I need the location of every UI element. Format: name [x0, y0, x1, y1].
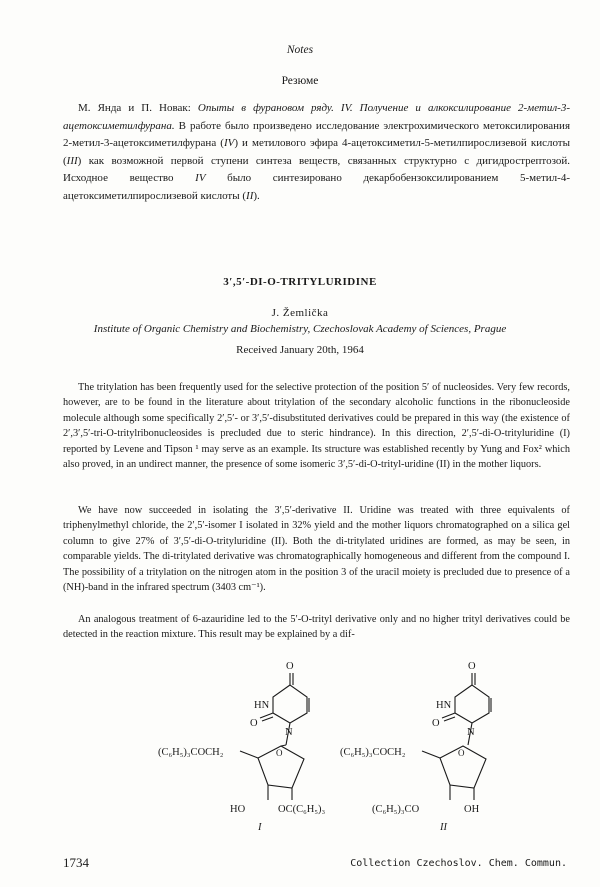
s2-right-group: OH: [464, 804, 480, 815]
resume-heading: Резюме: [281, 75, 319, 87]
body-paragraph-1: The tritylation has been frequently used for the selective protection of the position 5′ of nucleosides. Very few records, however, are to be found in the literature about tritylation of the secondary alcoholic functions in the ribonucleoside molecule although some specifically 2′,5′- or 3′,5′-disubstituted derivatives could be prepared in this way (the existence of 2′,3′,5′-tri-O-tritylribonucleosides is precluded due to steric hindrance). In this direction, 2′,5′-di-O-trityluridine (I) reported by Levene and Tipson ¹ may serve as an example. Its structure was established recently by Yung and Fox² which also proved, in an undirect manner, the presence of some isomeric 3′,5′-di-O-trityl-uridine (II) in the mother liquors.: [63, 382, 570, 471]
s1-top-group: (C₆H₅)₃COCH₂: [158, 747, 224, 758]
page-number: 1734: [63, 855, 89, 870]
s1-ring-o: O: [276, 748, 283, 758]
running-header: Notes: [286, 44, 314, 56]
resume-authors: М. Янда и П. Новак:: [78, 102, 191, 114]
s1-n: N: [285, 727, 293, 738]
s1-hn: HN: [254, 700, 270, 711]
s2-side-o: O: [432, 718, 440, 729]
body-paragraph-3: An analogous treatment of 6-azauridine led to the 5′-O-trityl derivative only and no higher trityl derivatives could be detected in the reaction mixture. This result may be explained by a dif-: [63, 614, 570, 641]
journal-name: Collection Czechoslov. Chem. Commun.: [350, 858, 567, 869]
paper-affiliation: Institute of Organic Chemistry and Biochemistry, Czechoslovak Academy of Sciences, Prague: [93, 323, 507, 335]
structure-1: [240, 673, 309, 800]
structural-formulas: [150, 655, 570, 835]
received-date: Received January 20th, 1964: [236, 344, 364, 356]
s1-right-group: OC(C₆H₅)₃: [278, 804, 326, 815]
s2-ring-o: O: [458, 748, 465, 758]
s2-n: N: [467, 727, 475, 738]
resume-abstract: М. Янда и П. Новак: Опыты в фурановом ряду. IV. Получение и алкоксилирование 2-метил-3-ацетоксиметилфурана. В работе было произведено исследование электрохимического метоксилирования 2-метил-3-ацетоксиметилфурана (IV) и метилового эфира 4-ацетоксиметил-5-метилпирослизевой кислоты (III) как возможной первой ступени синтеза веществ, связанных структурно с дигидрострептозой. Исходное вещество IV было синтезировано декарбобензоксилированием 5-метил-4-ацетоксиметилпирослизевой кислоты (II).: [63, 102, 571, 202]
s2-hn: HN: [436, 700, 452, 711]
body-paragraph-2: We have now succeeded in isolating the 3′,5′-derivative II. Uridine was treated with three equivalents of triphenylmethyl chloride, the 2′,5′-isomer I isolated in 32% yield and the mother liquors chromatographed on a silica gel column to give 27% of 3′,5′-di-O-trityluridine (II). Both the di-tritylated uridines are formed, as may be seen, in comparable yields. The di-tritylated derivative was chromatographically homogeneous and different from the compound I. The possibility of a tritylation on the nitrogen atom in the position 3 of the uracil moiety is precluded due to presence of a (NH)-band in the infrared spectrum (3403 cm⁻¹).: [63, 505, 570, 594]
s2-carbonyl-o: O: [468, 661, 476, 672]
paper-title: 3′,5′-DI-O-TRITYLURIDINE: [223, 276, 377, 288]
paper-author: J. Žemlička: [271, 307, 329, 319]
s2-left-group: (C₆H₅)₃CO: [372, 804, 420, 815]
s2-top-group: (C₆H₅)₃COCH₂: [340, 747, 406, 758]
resume-paper-title: Опыты в фурановом ряду. IV. Получение и алкоксилирование 2-метил-3-ацетоксиметилфурана.: [63, 102, 570, 132]
s1-carbonyl-o: O: [286, 661, 294, 672]
structure-2: [422, 673, 491, 800]
s2-label: II: [440, 822, 447, 833]
s1-side-o: O: [250, 718, 258, 729]
s1-label: I: [258, 822, 262, 833]
s1-left-group: HO: [230, 804, 246, 815]
